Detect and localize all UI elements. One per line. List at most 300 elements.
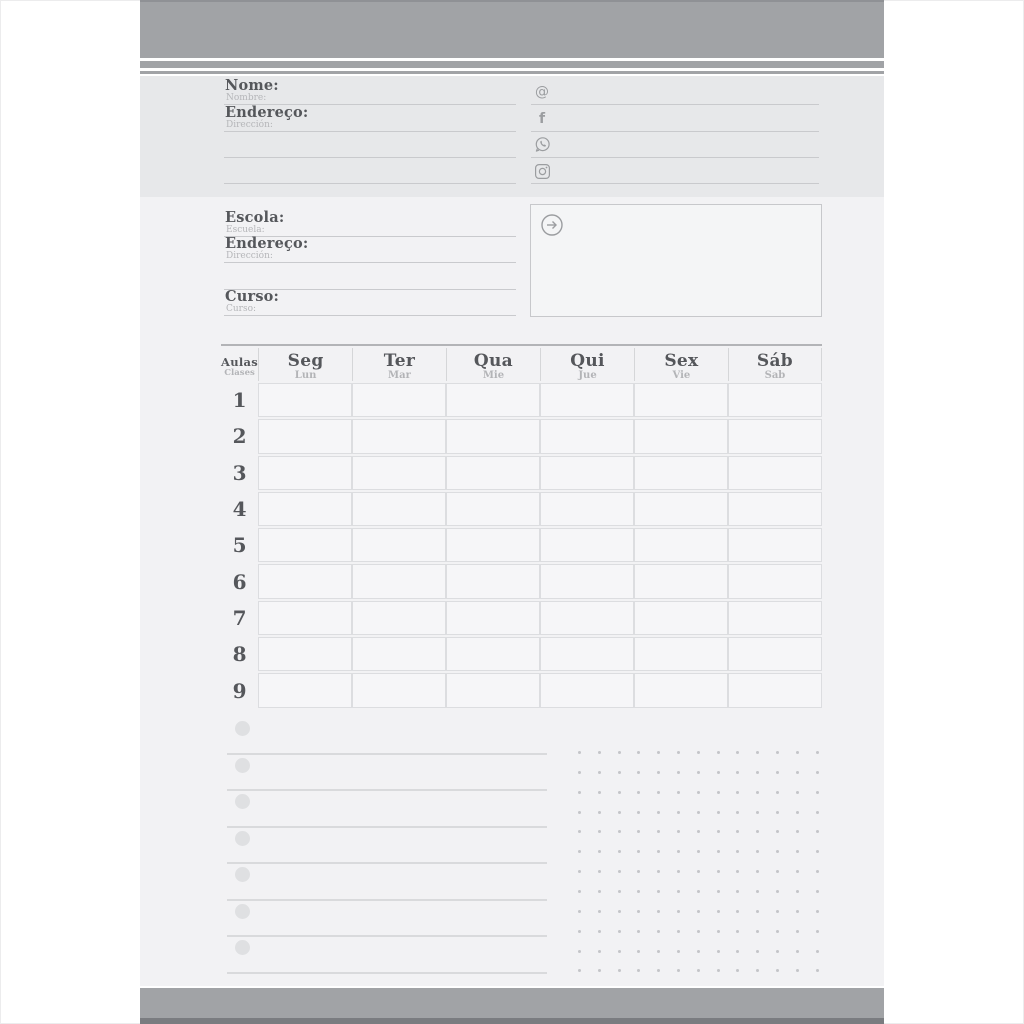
grid-dot xyxy=(618,950,621,953)
field-label: Endereço: xyxy=(225,103,309,121)
timetable-row xyxy=(221,601,822,635)
field-instagram xyxy=(531,158,819,184)
grid-dot xyxy=(717,830,720,833)
grid-dot xyxy=(796,751,799,754)
grid-dot xyxy=(618,751,621,754)
timetable-cell xyxy=(258,456,352,490)
grid-dot xyxy=(717,930,720,933)
field-sublabel: Curso: xyxy=(226,303,257,314)
grid-dot xyxy=(717,850,720,853)
grid-dot xyxy=(637,811,640,814)
grid-dot xyxy=(816,930,819,933)
grid-dot xyxy=(796,910,799,913)
list-item xyxy=(227,791,547,828)
period-number: 9 xyxy=(232,678,247,703)
timetable-cell xyxy=(258,601,352,635)
grid-dot xyxy=(618,870,621,873)
day-sublabel: Sab xyxy=(764,370,786,381)
grid-dot xyxy=(598,811,601,814)
timetable-cell xyxy=(446,492,540,526)
grid-dot xyxy=(618,811,621,814)
grid-dot xyxy=(578,771,581,774)
timetable-row xyxy=(221,528,822,562)
grid-dot xyxy=(657,751,660,754)
timetable-cell xyxy=(352,601,446,635)
timetable-cell xyxy=(446,528,540,562)
day-label: Qua xyxy=(473,351,513,371)
grid-dot xyxy=(677,811,680,814)
day-sublabel: Jue xyxy=(578,370,597,381)
grid-dot xyxy=(717,969,720,972)
photo-box xyxy=(530,204,822,317)
grid-dot xyxy=(697,950,700,953)
day-header-sab xyxy=(728,348,822,381)
timetable-cell xyxy=(258,564,352,598)
grid-dot xyxy=(598,890,601,893)
grid-dot xyxy=(637,791,640,794)
grid-dot xyxy=(756,811,759,814)
grid-dot xyxy=(677,890,680,893)
corner-label: Aulas xyxy=(221,355,259,369)
grid-dot xyxy=(637,751,640,754)
grid-dot xyxy=(578,930,581,933)
grid-dot xyxy=(736,930,739,933)
grid-dot xyxy=(776,811,779,814)
grid-dot xyxy=(598,950,601,953)
bottom-dark-strip xyxy=(140,1018,884,1024)
grid-dot xyxy=(736,850,739,853)
grid-dot xyxy=(657,890,660,893)
grid-dot xyxy=(578,969,581,972)
grid-dot xyxy=(816,830,819,833)
arrow-right-circle-icon xyxy=(540,213,564,237)
grid-dot xyxy=(776,830,779,833)
grid-dot xyxy=(657,930,660,933)
field-sublabel: Dirección: xyxy=(226,119,273,130)
timetable-cell xyxy=(634,383,728,417)
grid-dot xyxy=(637,830,640,833)
timetable-cell xyxy=(540,383,634,417)
field-email xyxy=(531,79,819,105)
timetable xyxy=(221,344,822,710)
list-item xyxy=(227,755,547,792)
day-sublabel: Mie xyxy=(482,370,505,381)
grid-dot xyxy=(598,969,601,972)
grid-dot xyxy=(816,791,819,794)
grid-dot xyxy=(697,969,700,972)
period-number: 1 xyxy=(232,388,247,413)
timetable-cell xyxy=(728,456,822,490)
field-course xyxy=(224,287,516,316)
day-label: Sáb xyxy=(756,351,793,371)
grid-dot xyxy=(816,811,819,814)
timetable-cell xyxy=(634,456,728,490)
period-number: 7 xyxy=(232,605,247,630)
grid-dot xyxy=(697,930,700,933)
grid-dot xyxy=(717,950,720,953)
grid-dot xyxy=(618,791,621,794)
grid-dot xyxy=(677,930,680,933)
timetable-cell xyxy=(634,673,728,707)
day-header-ter xyxy=(352,348,446,381)
grid-dot xyxy=(796,930,799,933)
grid-dot xyxy=(657,791,660,794)
grid-dot xyxy=(717,791,720,794)
timetable-cell xyxy=(634,492,728,526)
bullet-circle-icon xyxy=(235,831,250,846)
grid-dot xyxy=(578,830,581,833)
list-item xyxy=(227,901,547,938)
bullet-circle-icon xyxy=(235,794,250,809)
grid-dot xyxy=(756,910,759,913)
field-blank xyxy=(224,158,516,184)
timetable-cell xyxy=(728,492,822,526)
grid-dot xyxy=(657,830,660,833)
grid-dot xyxy=(756,969,759,972)
timetable-cell xyxy=(352,528,446,562)
day-sublabel: Mar xyxy=(388,370,411,381)
instagram-icon xyxy=(533,162,551,180)
day-label: Seg xyxy=(287,351,324,371)
grid-dot xyxy=(756,850,759,853)
grid-dot xyxy=(736,910,739,913)
planner-body xyxy=(140,197,884,986)
timetable-cell xyxy=(446,601,540,635)
grid-dot xyxy=(736,890,739,893)
grid-dot xyxy=(697,751,700,754)
field-school xyxy=(224,208,516,237)
timetable-cell xyxy=(728,637,822,671)
grid-dot xyxy=(816,969,819,972)
list-item xyxy=(227,937,547,974)
grid-dot xyxy=(578,870,581,873)
grid-dot xyxy=(677,751,680,754)
timetable-header-row xyxy=(221,348,822,381)
timetable-cell xyxy=(446,383,540,417)
day-label: Qui xyxy=(570,351,605,371)
grid-dot xyxy=(677,870,680,873)
field-school-address xyxy=(224,237,516,263)
grid-dot xyxy=(618,830,621,833)
timetable-cell xyxy=(728,419,822,453)
grid-dot xyxy=(796,870,799,873)
top-banner xyxy=(140,0,884,58)
grid-dot xyxy=(657,969,660,972)
day-label: Sex xyxy=(664,351,699,371)
field-sublabel: Dirección: xyxy=(226,251,273,262)
timetable-cell xyxy=(728,564,822,598)
timetable-row xyxy=(221,383,822,417)
grid-dot xyxy=(637,969,640,972)
day-sublabel: Vie xyxy=(672,370,691,381)
grid-dot xyxy=(776,910,779,913)
school-fields xyxy=(224,208,516,316)
grid-dot xyxy=(657,950,660,953)
field-label: Endereço: xyxy=(225,235,309,253)
grid-dot xyxy=(637,950,640,953)
grid-dot xyxy=(796,830,799,833)
grid-dot xyxy=(736,830,739,833)
grid-dot xyxy=(618,910,621,913)
grid-dot xyxy=(816,950,819,953)
grid-dot xyxy=(598,870,601,873)
timetable-cell xyxy=(728,528,822,562)
timetable-cell xyxy=(634,564,728,598)
grid-dot xyxy=(598,930,601,933)
divider-stripe-thin xyxy=(140,71,884,74)
timetable-cell xyxy=(446,673,540,707)
period-number: 5 xyxy=(232,533,247,558)
dot-grid xyxy=(578,751,828,983)
grid-dot xyxy=(598,830,601,833)
grid-dot xyxy=(697,850,700,853)
grid-dot xyxy=(657,870,660,873)
timetable-cell xyxy=(258,673,352,707)
day-label: Ter xyxy=(383,351,416,371)
grid-dot xyxy=(816,850,819,853)
timetable-cell xyxy=(446,419,540,453)
list-item xyxy=(227,718,547,755)
grid-dot xyxy=(776,850,779,853)
grid-dot xyxy=(677,969,680,972)
field-facebook xyxy=(531,105,819,131)
grid-dot xyxy=(697,890,700,893)
grid-dot xyxy=(816,890,819,893)
timetable-cell xyxy=(352,419,446,453)
grid-dot xyxy=(677,950,680,953)
timetable-row xyxy=(221,673,822,707)
period-number: 4 xyxy=(232,497,247,522)
grid-dot xyxy=(796,890,799,893)
period-number: 8 xyxy=(232,642,247,667)
grid-dot xyxy=(697,771,700,774)
grid-dot xyxy=(637,870,640,873)
timetable-cell xyxy=(258,419,352,453)
grid-dot xyxy=(578,950,581,953)
grid-dot xyxy=(776,950,779,953)
grid-dot xyxy=(598,791,601,794)
period-number: 3 xyxy=(232,460,247,485)
period-number: 2 xyxy=(232,424,247,449)
grid-dot xyxy=(736,751,739,754)
timetable-cell xyxy=(540,419,634,453)
grid-dot xyxy=(756,890,759,893)
grid-dot xyxy=(578,791,581,794)
timetable-cell xyxy=(352,637,446,671)
timetable-cell xyxy=(540,673,634,707)
grid-dot xyxy=(598,910,601,913)
grid-dot xyxy=(796,771,799,774)
day-sublabel: Lun xyxy=(294,370,317,381)
grid-dot xyxy=(598,751,601,754)
grid-dot xyxy=(717,811,720,814)
corner-sublabel: Clases xyxy=(224,368,255,378)
grid-dot xyxy=(776,751,779,754)
grid-dot xyxy=(657,811,660,814)
personal-fields xyxy=(224,79,516,184)
facebook-icon: f xyxy=(538,110,546,127)
grid-dot xyxy=(736,791,739,794)
field-label: Curso: xyxy=(225,287,280,305)
grid-dot xyxy=(637,850,640,853)
grid-dot xyxy=(618,850,621,853)
timetable-row xyxy=(221,637,822,671)
grid-dot xyxy=(776,771,779,774)
grid-dot xyxy=(796,811,799,814)
grid-dot xyxy=(736,870,739,873)
grid-dot xyxy=(717,870,720,873)
timetable-cell xyxy=(540,492,634,526)
grid-dot xyxy=(657,771,660,774)
timetable-cell xyxy=(352,492,446,526)
field-sublabel: Nombre: xyxy=(226,93,267,104)
checklist xyxy=(227,718,547,974)
timetable-cell xyxy=(728,601,822,635)
list-item xyxy=(227,828,547,865)
grid-dot xyxy=(776,890,779,893)
day-header-qui xyxy=(540,348,634,381)
period-number: 6 xyxy=(232,569,247,594)
timetable-cell xyxy=(540,601,634,635)
timetable-cell xyxy=(540,528,634,562)
timetable-cell xyxy=(540,456,634,490)
field-label: Nome: xyxy=(225,77,279,95)
grid-dot xyxy=(717,771,720,774)
timetable-cell xyxy=(352,383,446,417)
field-blank xyxy=(224,132,516,158)
grid-dot xyxy=(637,890,640,893)
grid-dot xyxy=(578,850,581,853)
grid-dot xyxy=(578,811,581,814)
grid-dot xyxy=(697,870,700,873)
grid-dot xyxy=(796,850,799,853)
timetable-cell xyxy=(352,673,446,707)
grid-dot xyxy=(637,771,640,774)
grid-dot xyxy=(677,771,680,774)
field-label: Escola: xyxy=(225,208,285,226)
grid-dot xyxy=(776,791,779,794)
timetable-row xyxy=(221,492,822,526)
timetable-cell xyxy=(258,492,352,526)
grid-dot xyxy=(756,830,759,833)
grid-dot xyxy=(756,930,759,933)
grid-dot xyxy=(578,890,581,893)
bullet-circle-icon xyxy=(235,758,250,773)
day-header-qua xyxy=(446,348,540,381)
grid-dot xyxy=(618,771,621,774)
grid-dot xyxy=(618,890,621,893)
grid-dot xyxy=(677,850,680,853)
grid-dot xyxy=(796,950,799,953)
grid-dot xyxy=(697,910,700,913)
grid-dot xyxy=(697,791,700,794)
grid-dot xyxy=(756,771,759,774)
grid-dot xyxy=(717,910,720,913)
planner-page xyxy=(140,0,884,1024)
timetable-cell xyxy=(634,601,728,635)
timetable-cell xyxy=(446,564,540,598)
timetable-cell xyxy=(446,637,540,671)
timetable-cell xyxy=(258,383,352,417)
grid-dot xyxy=(717,890,720,893)
bottom-banner xyxy=(140,988,884,1018)
timetable-cell xyxy=(634,528,728,562)
grid-dot xyxy=(618,930,621,933)
timetable-cell xyxy=(446,456,540,490)
grid-dot xyxy=(736,771,739,774)
timetable-cell xyxy=(352,456,446,490)
grid-dot xyxy=(637,930,640,933)
grid-dot xyxy=(736,969,739,972)
list-item xyxy=(227,864,547,901)
day-header-sex xyxy=(634,348,728,381)
grid-dot xyxy=(657,850,660,853)
grid-dot xyxy=(578,910,581,913)
grid-dot xyxy=(796,791,799,794)
grid-dot xyxy=(796,969,799,972)
field-address xyxy=(224,105,516,131)
timetable-corner xyxy=(221,348,258,381)
bullet-circle-icon xyxy=(235,721,250,736)
grid-dot xyxy=(756,751,759,754)
divider-stripe-thick xyxy=(140,61,884,68)
grid-dot xyxy=(618,969,621,972)
grid-dot xyxy=(756,791,759,794)
grid-dot xyxy=(776,930,779,933)
timetable-row xyxy=(221,456,822,490)
grid-dot xyxy=(677,910,680,913)
timetable-row xyxy=(221,419,822,453)
at-icon: @ xyxy=(535,84,549,101)
day-header-seg xyxy=(258,348,352,381)
grid-dot xyxy=(816,771,819,774)
grid-dot xyxy=(637,910,640,913)
grid-dot xyxy=(816,870,819,873)
timetable-cell xyxy=(352,564,446,598)
timetable-cell xyxy=(540,564,634,598)
field-sublabel: Escuela: xyxy=(226,224,265,235)
field-name xyxy=(224,79,516,105)
grid-dot xyxy=(598,771,601,774)
field-whatsapp xyxy=(531,132,819,158)
timetable-cell xyxy=(540,637,634,671)
social-fields xyxy=(531,79,819,184)
bullet-circle-icon xyxy=(235,940,250,955)
timetable-cell xyxy=(634,637,728,671)
grid-dot xyxy=(736,950,739,953)
grid-dot xyxy=(598,850,601,853)
personal-info-panel xyxy=(140,76,884,197)
timetable-cell xyxy=(728,673,822,707)
grid-dot xyxy=(657,910,660,913)
grid-dot xyxy=(677,791,680,794)
field-blank xyxy=(224,263,516,289)
timetable-cell xyxy=(634,419,728,453)
grid-dot xyxy=(756,950,759,953)
grid-dot xyxy=(736,811,739,814)
grid-dot xyxy=(816,751,819,754)
grid-dot xyxy=(697,811,700,814)
timetable-row xyxy=(221,564,822,598)
timetable-cell xyxy=(258,528,352,562)
grid-dot xyxy=(816,910,819,913)
timetable-cell xyxy=(258,637,352,671)
grid-dot xyxy=(717,751,720,754)
grid-dot xyxy=(756,870,759,873)
whatsapp-icon xyxy=(533,136,551,154)
grid-dot xyxy=(776,969,779,972)
bullet-circle-icon xyxy=(235,904,250,919)
